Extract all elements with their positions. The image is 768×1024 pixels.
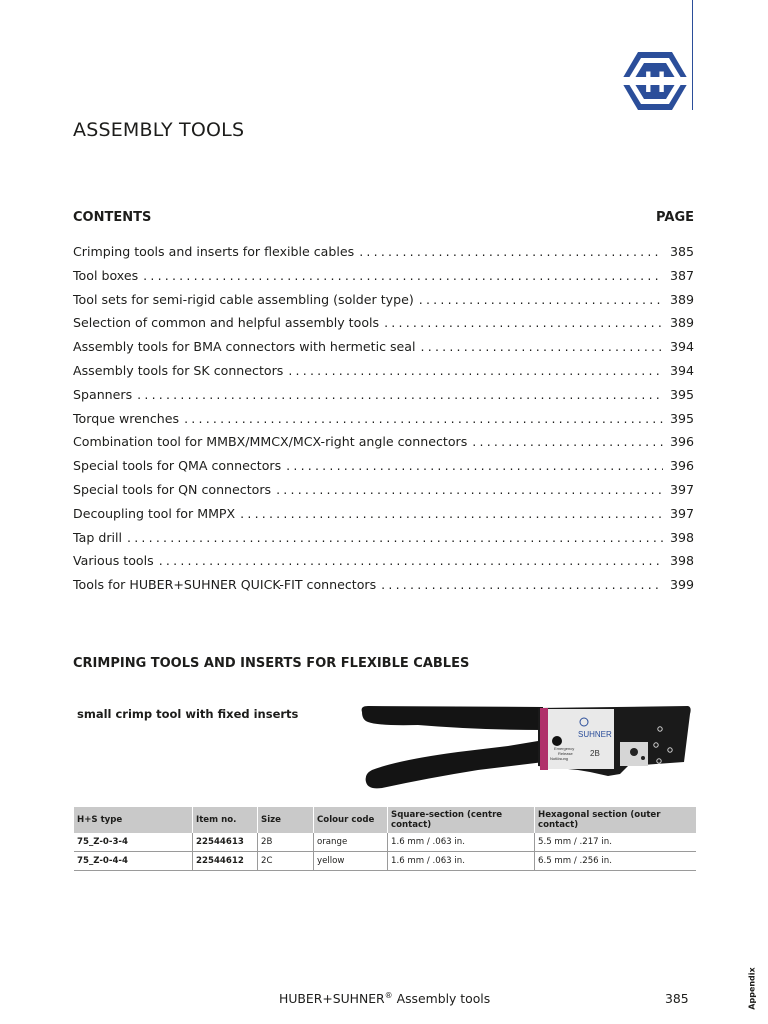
cell-type: 75_Z-0-3-4	[74, 833, 193, 852]
toc-entry[interactable]	[73, 530, 694, 554]
toc-leader-dots	[286, 458, 663, 473]
tool-release-line2: Release	[558, 751, 573, 756]
cell-hexagonal: 6.5 mm / .256 in.	[535, 852, 697, 871]
table-row	[74, 852, 696, 871]
toc-leader-dots	[240, 506, 663, 521]
toc-entry-page: 398	[669, 553, 694, 569]
col-header-colour: Colour code	[314, 807, 388, 833]
cell-type: 75_Z-0-4-4	[74, 852, 193, 871]
cell-size: 2C	[258, 852, 314, 871]
toc-entry-label: Various tools	[73, 553, 154, 569]
registered-mark: ®	[384, 991, 393, 1000]
toc-entry[interactable]	[73, 268, 694, 292]
section-subheading: small crimp tool with fixed inserts	[77, 707, 299, 721]
toc-entry[interactable]	[73, 506, 694, 530]
toc-entry-label: Special tools for QN connectors	[73, 481, 272, 497]
toc-leader-dots	[419, 292, 663, 307]
toc-leader-dots	[137, 387, 663, 402]
cell-square: 1.6 mm / .063 in.	[388, 852, 535, 871]
toc-leader-dots	[159, 553, 663, 568]
table-header-row	[74, 807, 696, 833]
tool-release-line3: Notlösung	[550, 756, 569, 761]
tool-label-size: 2B	[590, 749, 600, 758]
toc-entry[interactable]	[73, 458, 694, 482]
toc-entry[interactable]	[73, 339, 694, 363]
toc-entry[interactable]	[73, 315, 694, 339]
col-header-type: H+S type	[74, 807, 193, 833]
toc-entry-page: 394	[669, 362, 694, 378]
toc-entry-label: Tools for HUBER+SUHNER QUICK-FIT connectors	[73, 577, 377, 593]
footer-text	[279, 991, 490, 1006]
toc-entry-label: Special tools for QMA connectors	[73, 458, 282, 474]
toc-leader-dots	[384, 315, 663, 330]
table-row	[74, 833, 696, 852]
toc-leader-dots	[288, 363, 663, 378]
toc-entry-page: 385	[669, 244, 694, 259]
toc-leader-dots	[276, 482, 663, 497]
toc-entry-page: 399	[669, 577, 694, 593]
toc-entry-label: Selection of common and helpful assembly tools	[73, 315, 380, 331]
crimp-tool-table	[74, 807, 696, 871]
cell-size: 2B	[258, 833, 314, 852]
toc-entry[interactable]	[73, 387, 694, 411]
toc-entry-label: Tool sets for semi-rigid cable assembling (solder type)	[73, 291, 414, 307]
page-column-heading: PAGE	[656, 210, 694, 225]
toc-entry-page: 397	[669, 481, 694, 497]
header-rule	[692, 0, 693, 110]
col-header-size: Size	[258, 807, 314, 833]
toc-entry-label: Tool boxes	[73, 267, 139, 283]
toc-entry-page: 397	[669, 505, 694, 521]
footer-brand: HUBER+SUHNER	[279, 991, 385, 1007]
side-tab	[739, 966, 767, 1016]
logo-letter: H	[644, 66, 666, 99]
tool-label-brand: SUHNER	[578, 730, 612, 739]
side-tab-label: Appendix	[747, 967, 757, 1010]
section-heading: CRIMPING TOOLS AND INSERTS FOR FLEXIBLE CABLES	[73, 656, 470, 671]
toc-entry[interactable]	[73, 363, 694, 387]
toc-leader-dots	[143, 268, 663, 283]
toc-entry[interactable]	[73, 411, 694, 435]
toc-entry-label: Torque wrenches	[73, 410, 180, 426]
label-band	[540, 708, 548, 770]
crimp-tool-image	[358, 700, 692, 792]
tool-release-line1: Emergency	[554, 746, 575, 751]
toc-entry[interactable]	[73, 577, 694, 601]
toc-entry-page: 387	[669, 267, 694, 283]
toc-entry-label: Decoupling tool for MMPX	[73, 505, 236, 521]
huber-suhner-logo	[620, 50, 690, 112]
toc-entry-page: 395	[669, 386, 694, 402]
toc-entry[interactable]	[73, 553, 694, 577]
cell-colour: orange	[314, 833, 388, 852]
cell-colour: yellow	[314, 852, 388, 871]
toc-leader-dots	[381, 577, 663, 592]
toc-entry-label: Tap drill	[73, 529, 122, 545]
toc-entry-label: Spanners	[73, 386, 133, 402]
cell-item-no: 22544613	[193, 833, 258, 852]
page-title: ASSEMBLY TOOLS	[73, 119, 245, 141]
toc-leader-dots	[472, 434, 663, 449]
toc-entry-label: Assembly tools for SK connectors	[73, 362, 284, 378]
toc-entry[interactable]	[73, 292, 694, 316]
toc-entry-page: 398	[669, 529, 694, 545]
cell-item-no: 22544612	[193, 852, 258, 871]
toc-leader-dots	[184, 411, 663, 426]
toc-entry-page: 389	[669, 291, 694, 307]
col-header-hexagonal: Hexagonal section (outer contact)	[535, 807, 697, 833]
toc-entry[interactable]	[73, 244, 694, 268]
col-header-square: Square-section (centre contact)	[388, 807, 535, 833]
toc-entry-page: 396	[669, 434, 694, 450]
toc-leader-dots	[359, 244, 663, 259]
toc-entry-page: 396	[669, 458, 694, 474]
page-number: 385	[665, 991, 689, 1006]
toc-leader-dots	[127, 530, 663, 545]
contents-heading: CONTENTS	[73, 210, 152, 225]
footer-title: Assembly tools	[396, 991, 491, 1007]
toc-entry-label: Combination tool for MMBX/MMCX/MCX-right angle connectors	[73, 434, 468, 450]
table-of-contents	[73, 244, 694, 601]
toc-entry[interactable]	[73, 434, 694, 458]
toc-entry-label: Crimping tools and inserts for flexible cables	[73, 244, 355, 259]
cell-hexagonal: 5.5 mm / .217 in.	[535, 833, 697, 852]
cell-square: 1.6 mm / .063 in.	[388, 833, 535, 852]
col-header-item: Item no.	[193, 807, 258, 833]
toc-entry[interactable]	[73, 482, 694, 506]
toc-leader-dots	[421, 339, 663, 354]
toc-entry-page: 394	[669, 339, 694, 355]
toc-entry-page: 389	[669, 315, 694, 331]
toc-entry-page: 395	[669, 410, 694, 426]
toc-entry-label: Assembly tools for BMA connectors with hermetic seal	[73, 339, 416, 355]
